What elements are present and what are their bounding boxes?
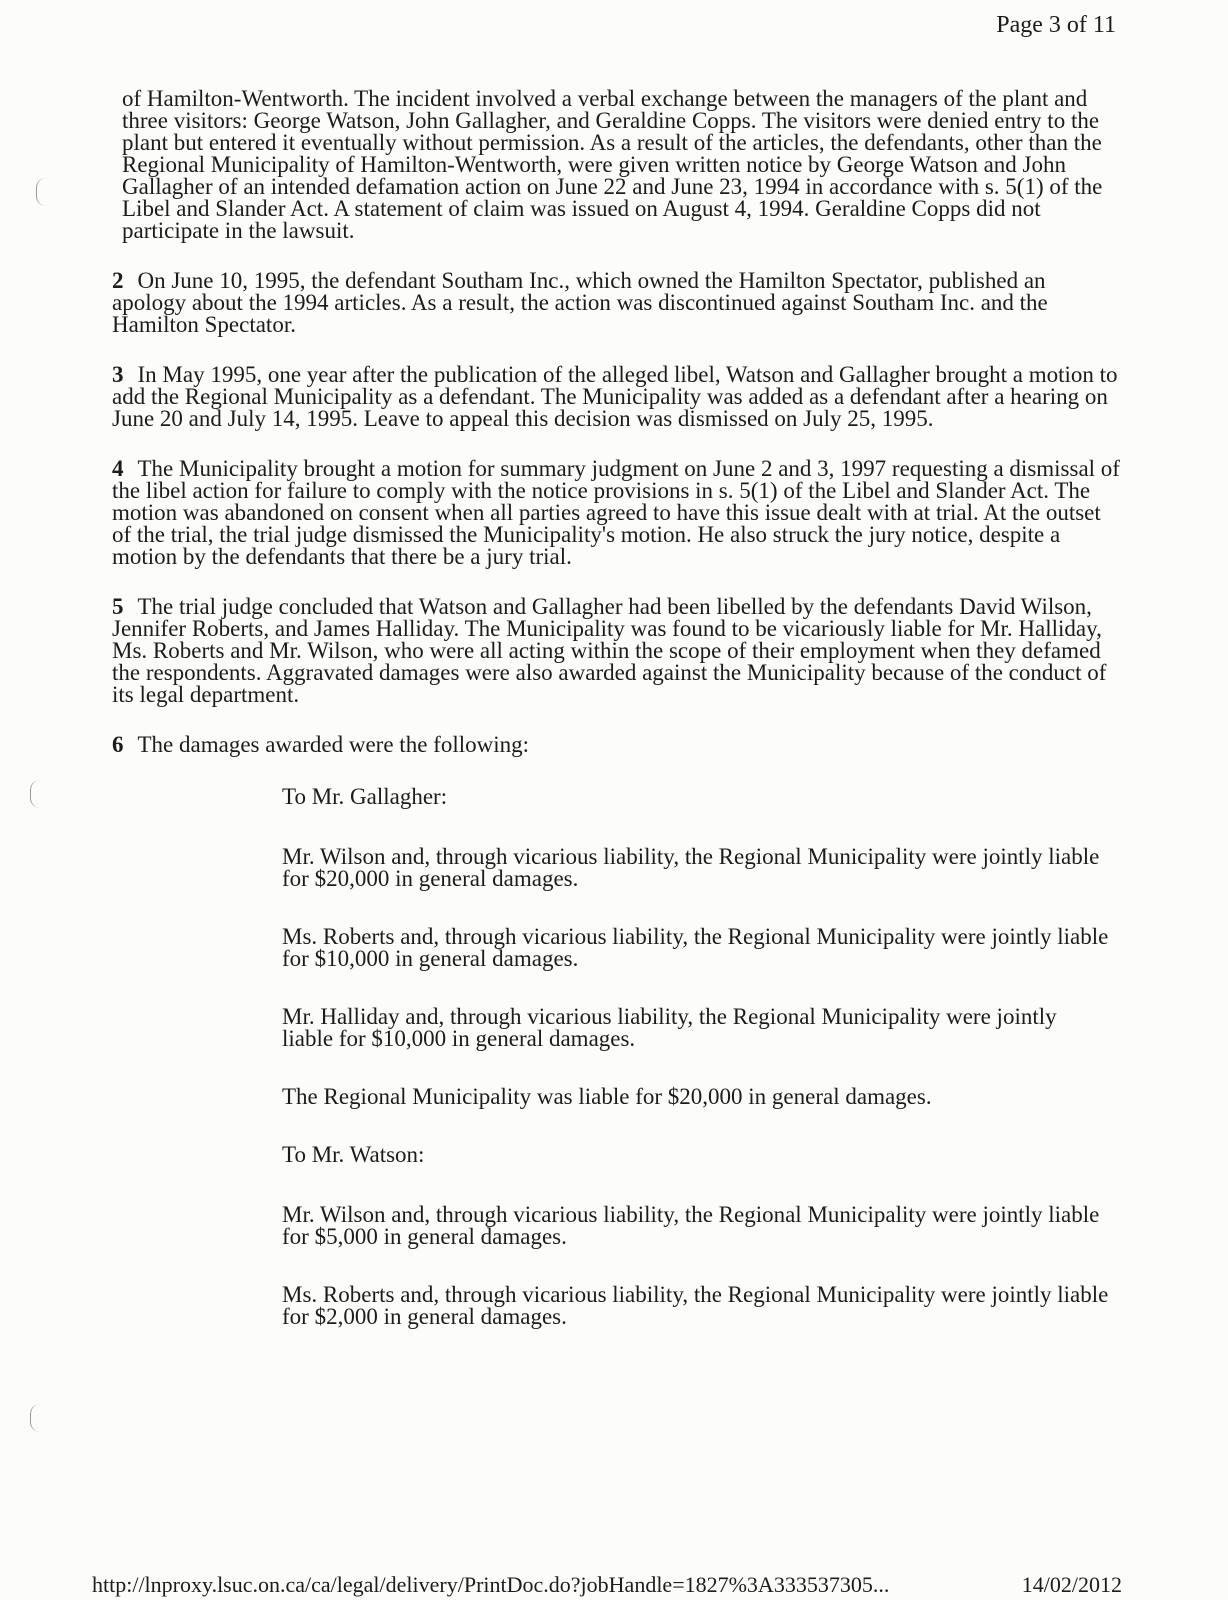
paragraph-2: [112, 270, 1122, 336]
damages-item: The Regional Municipality was liable for $20,000 in general damages.: [282, 1084, 932, 1109]
scan-margin-mark: [30, 780, 41, 808]
damages-heading-watson: To Mr. Watson:: [282, 1142, 425, 1167]
scan-margin-mark: [30, 1404, 41, 1432]
paragraph-number: 6: [112, 732, 124, 757]
damages-item: Ms. Roberts and, through vicarious liability, the Regional Municipality were jointly liable for $2,000 in general damages.: [282, 1282, 1109, 1329]
paragraph-5: [112, 596, 1122, 706]
paragraph-number: 3: [112, 362, 124, 387]
paragraph-number: 5: [112, 594, 124, 619]
paragraph-4: [112, 458, 1122, 568]
paragraph-number: 2: [112, 268, 124, 293]
scan-margin-mark: [36, 178, 47, 206]
paragraph-number: 4: [112, 456, 124, 481]
paragraph-text: On June 10, 1995, the defendant Southam Inc., which owned the Hamilton Spectator, published an apology about the 1994 articles. As a result, the action was discontinued against Southam Inc. and the Hamilton Spectator.: [112, 268, 1048, 337]
page-number: Page 3 of 11: [996, 12, 1116, 38]
damages-item: Mr. Halliday and, through vicarious liability, the Regional Municipality were jointly liable for $10,000 in general damages.: [282, 1004, 1057, 1051]
document-body: [112, 88, 1122, 1364]
damages-item: Ms. Roberts and, through vicarious liability, the Regional Municipality were jointly liable for $10,000 in general damages.: [282, 924, 1109, 971]
print-date: 14/02/2012: [1021, 1572, 1122, 1597]
paragraph-6: [112, 734, 1122, 756]
paragraph-text: The Municipality brought a motion for summary judgment on June 2 and 3, 1997 requesting a dismissal of the libel action for failure to comply with the notice provisions in s. 5(1) of the Libel and Slander Act. The motion was abandoned on consent when all parties agreed to have this issue dealt with at trial. At the outset of the trial, the trial judge dismissed the Municipality's motion. He also struck the jury notice, despite a motion by the defendants that there be a jury trial.: [112, 456, 1120, 569]
damages-heading-gallagher: To Mr. Gallagher:: [282, 784, 448, 809]
paragraph-text: The trial judge concluded that Watson and Gallagher had been libelled by the defendants David Wilson, Jennifer Roberts, and James Halliday. The Municipality was found to be vicariously liable for Mr. Halliday, Ms. Roberts and Mr. Wilson, who were all acting within the scope of their employment when they defamed the respondents. Aggravated damages were also awarded against the Municipality because of the conduct of its legal department.: [112, 594, 1107, 707]
damages-item: Mr. Wilson and, through vicarious liability, the Regional Municipality were jointly liable for $20,000 in general damages.: [282, 844, 1100, 891]
paragraph-text: The damages awarded were the following:: [137, 732, 529, 757]
paragraph-text: In May 1995, one year after the publication of the alleged libel, Watson and Gallagher brought a motion to add the Regional Municipality as a defendant. The Municipality was added as a defendant after a hearing on June 20 and July 14, 1995. Leave to appeal this decision was dismissed on July 25, 1995.: [112, 362, 1118, 431]
source-url: http://lnproxy.lsuc.on.ca/ca/legal/delivery/PrintDoc.do?jobHandle=1827%3A333537305...: [92, 1572, 890, 1597]
paragraph-text: of Hamilton-Wentworth. The incident involved a verbal exchange between the managers of the plant and three visitors: George Watson, John Gallagher, and Geraldine Copps. The visitors were denied entry to the plant but entered it eventually without permission. As a result of the articles, the defendants, other than the Regional Municipality of Hamilton-Wentworth, were given written notice by George Watson and John Gallagher of an intended defamation action on June 22 and June 23, 1994 in accordance with s. 5(1) of the Libel and Slander Act. A statement of claim was issued on August 4, 1994. Geraldine Copps did not participate in the lawsuit.: [122, 86, 1103, 243]
damages-item: Mr. Wilson and, through vicarious liability, the Regional Municipality were jointly liable for $5,000 in general damages.: [282, 1202, 1100, 1249]
paragraph-1-continued: [112, 88, 1122, 242]
paragraph-3: [112, 364, 1122, 430]
damages-list: [282, 786, 1112, 1328]
